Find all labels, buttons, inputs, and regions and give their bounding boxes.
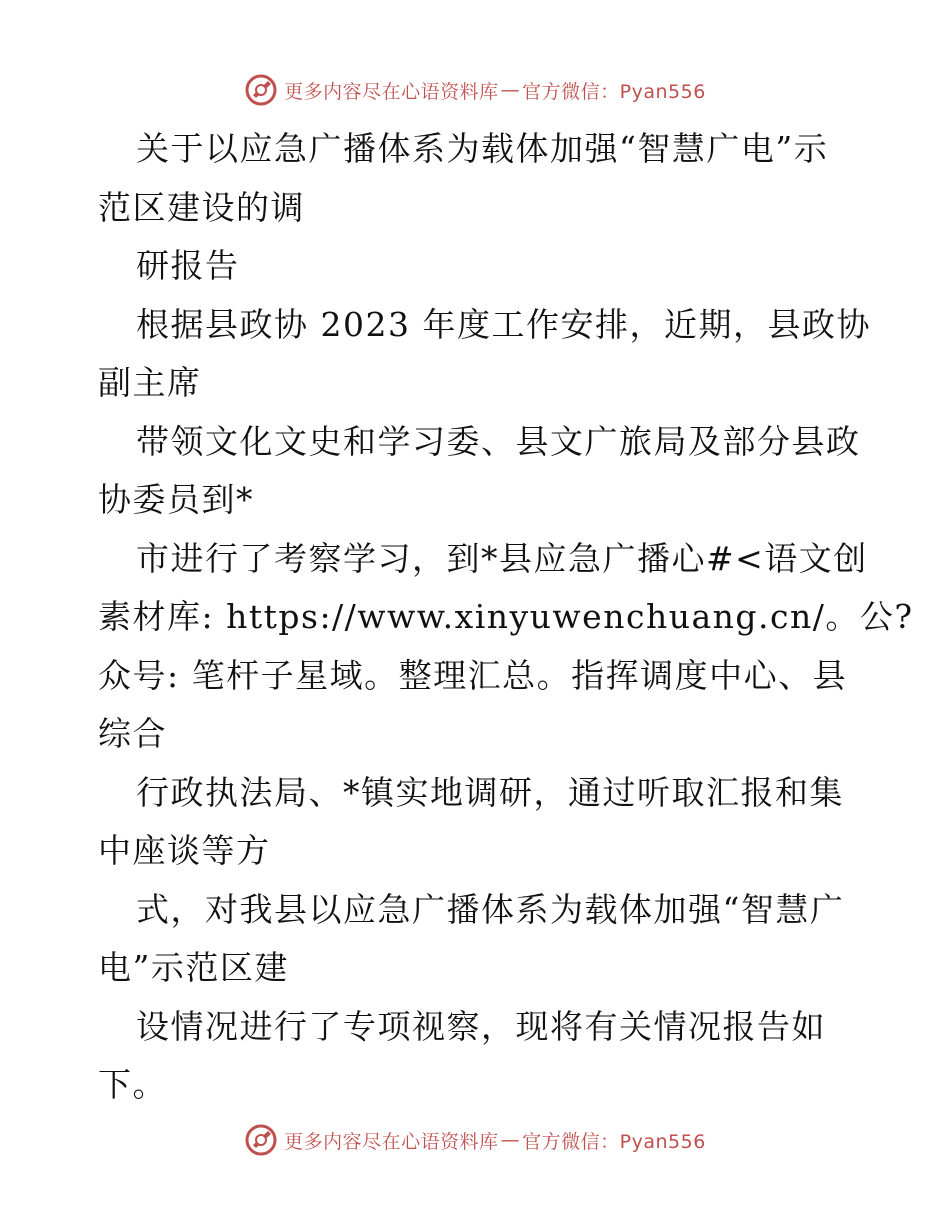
- watermark-wechat: 官方微信：Pyan556: [522, 80, 706, 103]
- footer-watermark: [0, 1120, 950, 1160]
- text-line: 综合: [98, 714, 167, 753]
- text-line: 市进行了考察学习，到*县应急广播心#<语文创: [136, 538, 868, 578]
- header-watermark: [0, 70, 950, 110]
- text-line: 副主席: [98, 363, 202, 402]
- watermark-dash: —: [500, 79, 521, 101]
- text-line: 中座谈等方: [98, 831, 271, 870]
- text-line: 协委员到*: [98, 480, 254, 519]
- watermark-wechat: 官方微信：Pyan556: [522, 1130, 706, 1153]
- text-line: 行政执法局、*镇实地调研，通过听取汇报和集: [136, 772, 844, 812]
- text-line: 根据县政协 2023 年度工作安排，近期，县政协: [136, 304, 871, 344]
- text-line: 下。: [98, 1065, 167, 1104]
- text-line: 设情况进行了专项视察，现将有关情况报告如: [136, 1006, 826, 1046]
- watermark-text: 更多内容尽在心语资料库: [284, 1130, 499, 1153]
- text-line: 素材库: https://www.xinyuwenchuang.cn/。公?: [98, 597, 914, 636]
- document-body: [98, 120, 914, 1115]
- text-line: 式，对我县以应急广播体系为载体加强“智慧广: [136, 889, 845, 929]
- text-line: 电”示范区建: [98, 948, 289, 987]
- brand-logo-icon: [244, 1123, 278, 1157]
- text-line: 研报告: [136, 246, 240, 285]
- text-line: 带领文化文史和学习委、县文广旅局及部分县政: [136, 421, 861, 461]
- text-line: 众号: 笔杆子星域。整理汇总。指挥调度中心、县: [98, 655, 848, 695]
- watermark-text: 更多内容尽在心语资料库: [284, 80, 499, 103]
- watermark-dash: —: [500, 1129, 521, 1151]
- text-line: 范区建设的调: [98, 187, 305, 227]
- brand-logo-icon: [244, 73, 278, 107]
- text-line: 关于以应急广播体系为载体加强“智慧广电”示: [136, 129, 829, 168]
